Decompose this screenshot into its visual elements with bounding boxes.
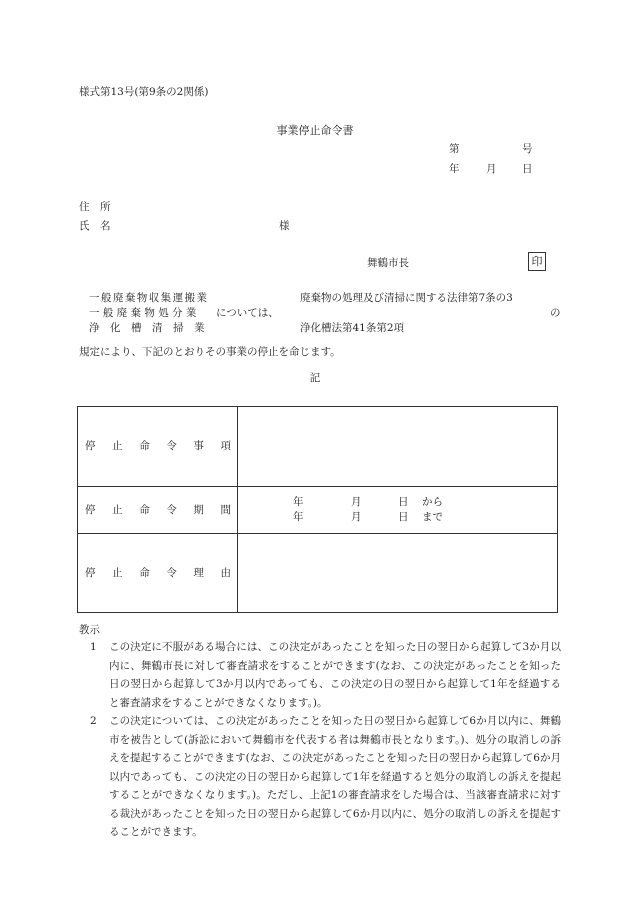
name-label: 氏 名	[79, 220, 111, 232]
row-label-period: 停止命令期間	[78, 487, 238, 534]
number-label-dai: 第	[449, 143, 460, 155]
row-label-reason: 停止命令理由	[78, 534, 238, 613]
date-year-label: 年	[449, 163, 460, 175]
document-title: 事業停止命令書	[276, 124, 354, 137]
period-to-day: 日	[398, 511, 409, 523]
business-type-disposal: 一 般 廃 棄 物 処 分 業	[89, 307, 197, 319]
period-from-suffix: から	[422, 496, 443, 508]
niitsuitewa-text: については、	[216, 307, 279, 319]
notice-heading: 教示	[79, 624, 100, 636]
notice-number: 2	[90, 715, 97, 727]
list-item	[79, 638, 561, 712]
number-label-go: 号	[522, 143, 533, 155]
order-body-text: 規定により、下記のとおりその事業の停止を命じます。	[79, 346, 341, 358]
table-row	[78, 534, 558, 613]
period-from-year: 年	[293, 496, 304, 508]
period-to-month: 月	[351, 511, 362, 523]
business-type-septic: 浄 化 槽 清 掃 業	[89, 322, 205, 334]
date-month-label: 月	[486, 163, 497, 175]
notice-number: 1	[90, 641, 97, 653]
row-value-matters	[238, 407, 558, 487]
sama-label: 様	[279, 220, 290, 232]
row-label-matters: 停止命令事項	[78, 407, 238, 487]
row-value-reason	[238, 534, 558, 613]
law-waste-management: 廃棄物の処理及び清掃に関する法律第7条の3	[300, 292, 513, 304]
business-type-collection: 一般廃棄物収集運搬業	[89, 292, 207, 304]
seal-stamp: 印	[528, 252, 546, 271]
row-value-period	[238, 487, 558, 534]
table-row	[78, 487, 558, 534]
period-to-suffix: まで	[422, 511, 443, 523]
notice-list	[79, 638, 561, 842]
period-to-year: 年	[293, 511, 304, 523]
order-table	[77, 406, 558, 613]
period-from-month: 月	[351, 496, 362, 508]
address-label: 住 所	[79, 201, 111, 213]
ki-label: 記	[309, 372, 321, 384]
law-septic-tank: 浄化槽法第41条第2項	[300, 322, 405, 334]
notice-text: この決定については、この決定があったことを知った日の翌日から起算して6か月以内に、舞鶴市を被告として(訴訟において舞鶴市を代表する者は舞鶴市長となります。)、処分の取消しの訴えを提起することができます(なお、この決定があったことを知った日の翌日から起算して6か月以内であっても、この決定の日の翌日から起算して1年を経過すると処分の取消しの訴えを提起することができなくなります。)。ただし、上記1の審査請求をした場合は、当該審査請求に対する裁決があったことを知った日の翌日から起算して6か月以内に、処分の取消しの訴えを提起することができます。	[109, 715, 561, 838]
table-row	[78, 407, 558, 487]
form-number: 様式第13号(第9条の2関係)	[79, 86, 209, 98]
period-from-day: 日	[398, 496, 409, 508]
notice-text: この決定に不服がある場合には、この決定があったことを知った日の翌日から起算して3か月以内に、舞鶴市長に対して審査請求をすることができます(なお、この決定があったことを知った日の翌日から起算して3か月以内であっても、この決定の日の翌日から起算して1年を経過すると審査請求をすることができなくなります。)。	[109, 641, 561, 709]
no-particle: の	[550, 307, 561, 319]
date-day-label: 日	[522, 163, 533, 175]
list-item	[79, 712, 561, 842]
issuer-label: 舞鶴市長	[367, 257, 409, 269]
